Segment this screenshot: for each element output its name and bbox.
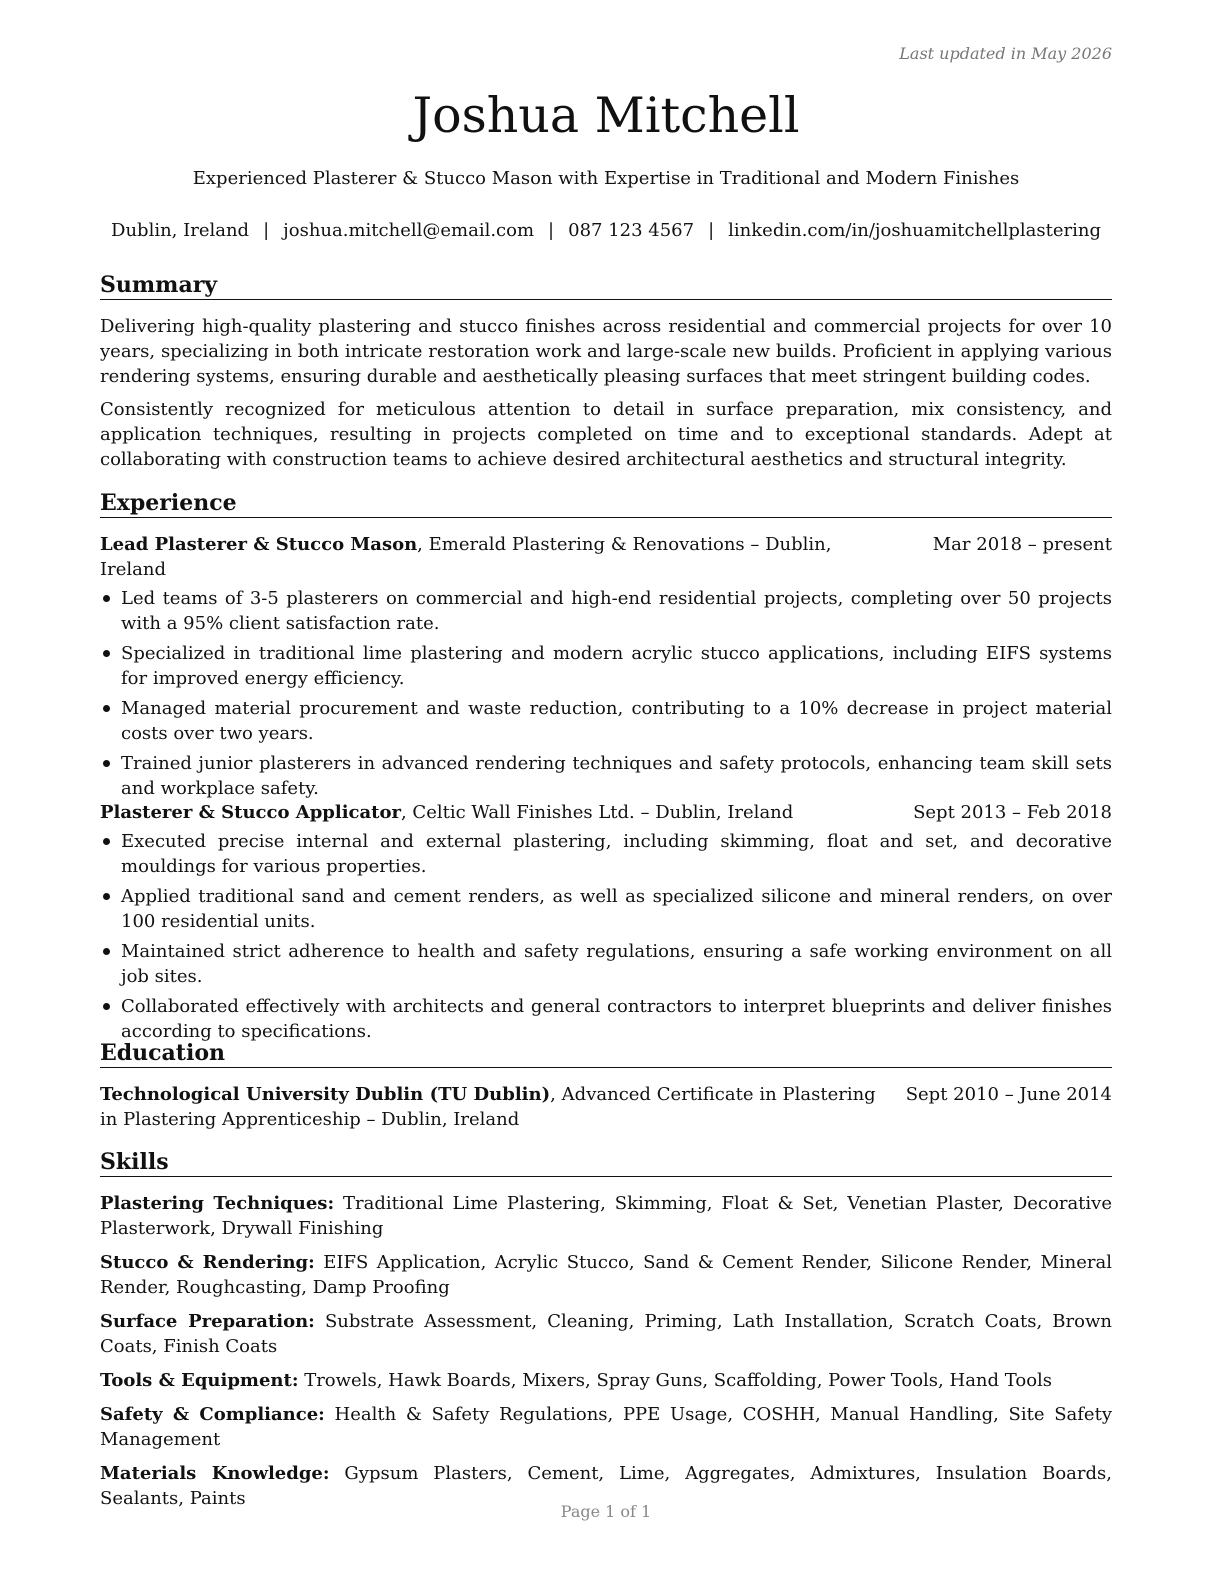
job-title: Plasterer & Stucco Applicator bbox=[100, 802, 401, 823]
entry-header bbox=[100, 532, 1112, 582]
bullet-text: Executed precise internal and external plastering, including skimming, float and set, and decorative mouldings for various properties. bbox=[121, 831, 1112, 877]
list-item bbox=[100, 751, 1112, 801]
entry-header bbox=[100, 1082, 1112, 1132]
summary-paragraph: Consistently recognized for meticulous attention to detail in surface preparation, mix consistency, and application techniques, resulting in projects completed on time and to exceptional standards. Adept at collaborating with construction teams to achieve desired architectural aesthetics and structural integrity. bbox=[100, 399, 1112, 470]
education-entry bbox=[100, 1082, 1112, 1132]
skill-category: Plastering Techniques: bbox=[100, 1193, 335, 1214]
education-dates: Sept 2010 – June 2014 bbox=[905, 1084, 1112, 1105]
skill-category: Stucco & Rendering: bbox=[100, 1252, 315, 1273]
skill-line bbox=[100, 1250, 1112, 1300]
list-item bbox=[100, 829, 1112, 879]
experience-heading: Experience bbox=[100, 489, 1112, 518]
bullet-icon bbox=[103, 705, 110, 712]
contact-linkedin[interactable]: linkedin.com/in/joshuamitchellplastering bbox=[728, 220, 1101, 241]
education-heading: Education bbox=[100, 1039, 1112, 1068]
bullet-icon bbox=[103, 893, 110, 900]
contact-line bbox=[100, 218, 1112, 244]
skill-category: Safety & Compliance: bbox=[100, 1404, 325, 1425]
summary-paragraph: Delivering high-quality plastering and stucco finishes across residential and commercial projects for over 10 years, specializing in both intricate restoration work and large-scale new builds. Proficient in applying various rendering systems, ensuring durable and aesthetically pleasing surfaces that meet stringent building codes. bbox=[100, 316, 1112, 387]
bullet-icon bbox=[103, 760, 110, 767]
education-program: , Advanced Certificate in Plastering in Plastering Apprenticeship – Dublin, Ireland bbox=[100, 1084, 876, 1130]
skill-values: Gypsum Plasters, Cement, Lime, Aggregates, Admixtures, Insulation Boards, Sealants, Paints bbox=[100, 1463, 1113, 1509]
job-dates: Mar 2018 – present bbox=[932, 534, 1112, 555]
bullet-icon bbox=[103, 948, 110, 955]
headline: Experienced Plasterer & Stucco Mason with Expertise in Traditional and Modern Finishes bbox=[192, 168, 1020, 189]
bullet-text: Applied traditional sand and cement renders, as well as specialized silicone and mineral renders, on over 100 residential units. bbox=[121, 886, 1112, 932]
list-item bbox=[100, 939, 1112, 989]
job-title: Lead Plasterer & Stucco Mason bbox=[100, 534, 418, 555]
skill-values: EIFS Application, Acrylic Stucco, Sand & Cement Render, Silicone Render, Mineral Render, Roughcasting, Damp Proofing bbox=[100, 1252, 1112, 1298]
job-company: , Celtic Wall Finishes Ltd. – Dublin, Ireland bbox=[400, 802, 794, 823]
bullet-text: Collaborated effectively with architects and general contractors to interpret blueprints and deliver finishes according to specifications. bbox=[121, 996, 1112, 1042]
skill-category: Materials Knowledge: bbox=[100, 1463, 330, 1484]
education-institution: Technological University Dublin (TU Dublin) bbox=[100, 1084, 551, 1105]
summary-section bbox=[100, 314, 1112, 480]
resume-page bbox=[100, 0, 1112, 1584]
skills-section bbox=[100, 1191, 1112, 1520]
skills-heading: Skills bbox=[100, 1148, 1112, 1177]
bullet-text: Specialized in traditional lime plastering and modern acrylic stucco applications, including EIFS systems for improved energy efficiency. bbox=[121, 643, 1112, 689]
list-item bbox=[100, 696, 1112, 746]
bullet-icon bbox=[103, 838, 110, 845]
experience-entry bbox=[100, 800, 1112, 1049]
page-number: Page 1 of 1 bbox=[560, 1502, 652, 1521]
entry-header bbox=[100, 800, 1112, 825]
education-details bbox=[100, 1082, 906, 1132]
skill-values: Health & Safety Regulations, PPE Usage, COSHH, Manual Handling, Site Safety Management bbox=[100, 1404, 1112, 1450]
summary-heading: Summary bbox=[100, 271, 1112, 300]
skill-values: Substrate Assessment, Cleaning, Priming, Lath Installation, Scratch Coats, Brown Coats, Finish Coats bbox=[100, 1311, 1112, 1357]
bullet-icon bbox=[103, 595, 110, 602]
bullet-icon bbox=[103, 650, 110, 657]
skill-line bbox=[100, 1402, 1112, 1452]
skill-line bbox=[100, 1191, 1112, 1241]
contact-separator: | bbox=[548, 220, 555, 241]
job-company: , Emerald Plastering & Renovations – Dublin, Ireland bbox=[100, 534, 832, 580]
contact-separator: | bbox=[708, 220, 715, 241]
bullet-icon bbox=[103, 1003, 110, 1010]
skill-category: Tools & Equipment: bbox=[100, 1370, 299, 1391]
skill-line bbox=[100, 1309, 1112, 1359]
skill-line bbox=[100, 1368, 1112, 1393]
list-item bbox=[100, 884, 1112, 934]
skill-values: Traditional Lime Plastering, Skimming, Float & Set, Venetian Plaster, Decorative Plasterwork, Drywall Finishing bbox=[100, 1193, 1112, 1239]
job-dates: Sept 2013 – Feb 2018 bbox=[913, 802, 1112, 823]
contact-location: Dublin, Ireland bbox=[111, 220, 250, 241]
contact-separator: | bbox=[263, 220, 270, 241]
entry-role bbox=[100, 800, 913, 825]
job-bullets bbox=[100, 829, 1112, 1044]
list-item bbox=[100, 641, 1112, 691]
candidate-name: Joshua Mitchell bbox=[412, 87, 800, 144]
skill-category: Surface Preparation: bbox=[100, 1311, 315, 1332]
skill-values: Trowels, Hawk Boards, Mixers, Spray Guns, Scaffolding, Power Tools, Hand Tools bbox=[298, 1370, 1053, 1391]
bullet-text: Managed material procurement and waste reduction, contributing to a 10% decrease in project material costs over two years. bbox=[121, 698, 1112, 744]
bullet-text: Led teams of 3-5 plasterers on commercial and high-end residential projects, completing over 50 projects with a 95% client satisfaction rate. bbox=[121, 588, 1112, 634]
entry-role bbox=[100, 532, 933, 582]
contact-email[interactable]: joshua.mitchell@email.com bbox=[283, 220, 535, 241]
bullet-text: Trained junior plasterers in advanced rendering techniques and safety protocols, enhancing team skill sets and workplace safety. bbox=[121, 753, 1112, 799]
bullet-text: Maintained strict adherence to health and safety regulations, ensuring a safe working environment on all job sites. bbox=[121, 941, 1112, 987]
job-bullets bbox=[100, 586, 1112, 801]
list-item bbox=[100, 586, 1112, 636]
last-updated-note: Last updated in May 2026 bbox=[899, 44, 1112, 63]
list-item bbox=[100, 994, 1112, 1044]
contact-phone[interactable]: 087 123 4567 bbox=[568, 220, 695, 241]
experience-entry bbox=[100, 532, 1112, 806]
